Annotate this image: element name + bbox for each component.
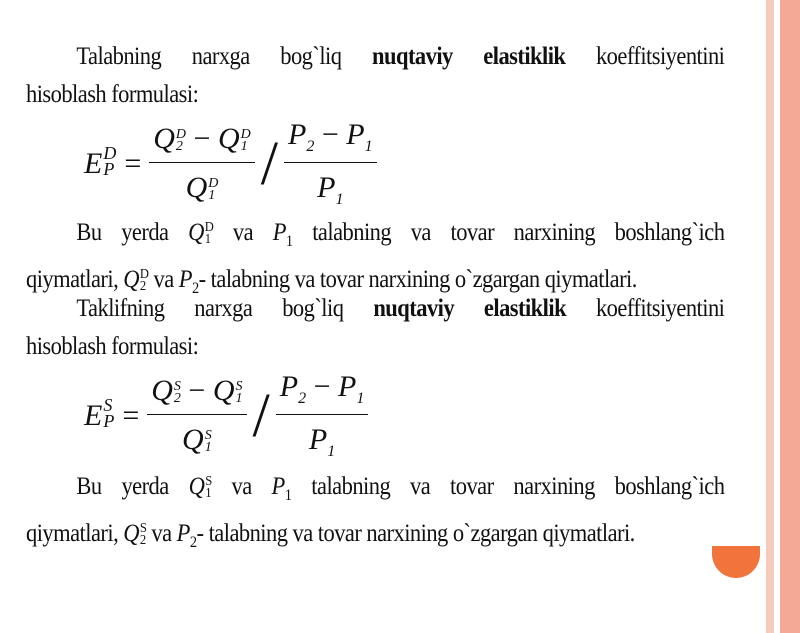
quantity-numerator (149, 122, 255, 163)
sub: 1 (204, 232, 211, 248)
text: Bu yerda (76, 473, 189, 500)
q1-sub: 1 (235, 391, 243, 407)
formula-lhs (84, 394, 115, 433)
sup: S (139, 521, 147, 537)
q1: Q (217, 122, 240, 155)
q1-scripts (241, 129, 251, 153)
demand-intro (26, 38, 724, 114)
price-numerator (284, 118, 377, 163)
text: va (211, 473, 272, 500)
demand-intro-bold: nuqtaviy elastiklik (372, 43, 566, 70)
qd-scripts (205, 430, 212, 454)
text: talabning va tovar narxining boshlang`ich (291, 473, 725, 500)
q1: Q (212, 374, 235, 407)
minus-sign: − (188, 374, 206, 407)
var-q2: Q (123, 266, 139, 293)
q2-sub: 2 (173, 391, 181, 407)
demand-intro-line2: hisoblash formulasi: (26, 81, 199, 108)
supply-explanation-line2 (26, 515, 724, 562)
pd-sub: 1 (335, 191, 344, 208)
text: - talabning va tovar narxining o`zgargan qiymatlari. (196, 520, 635, 547)
division-slash: / (252, 381, 270, 450)
var-p1: P (271, 473, 285, 500)
sup: D (204, 220, 214, 236)
qd-sup: S (204, 428, 212, 444)
text: Taklifning narxga bog`liq (76, 295, 374, 322)
text: va (213, 219, 273, 246)
text: talabning va tovar narxining boshlang`ich (292, 219, 725, 246)
lhs-sup: S (103, 394, 113, 415)
pd: P (308, 423, 328, 456)
price-denominator (309, 415, 335, 461)
q2-scripts (176, 129, 186, 153)
demand-intro-line1 (26, 38, 724, 76)
pd: P (317, 171, 336, 204)
p2: P (288, 118, 307, 151)
p2: P (279, 370, 299, 403)
division-slash: / (260, 129, 278, 198)
quantity-denominator (182, 415, 212, 457)
qd-sub: 1 (204, 440, 212, 456)
supply-intro-line1 (26, 290, 724, 328)
lhs-sub: P (103, 158, 115, 179)
var-q1-scripts (205, 222, 214, 246)
quantity-numerator (147, 374, 246, 415)
q2-sup: D (175, 127, 187, 143)
var-p2: P (176, 520, 190, 547)
text: qiymatlari, (26, 266, 124, 293)
p2-sub: 2 (298, 390, 307, 407)
qd-sub: 1 (208, 188, 216, 204)
q2: Q (153, 122, 175, 155)
demand-explanation-line1 (26, 214, 724, 261)
text: va (146, 520, 177, 547)
var-p2: P (178, 266, 192, 293)
p1: P (338, 370, 357, 403)
quantity-denominator (186, 163, 219, 205)
minus-sign: − (321, 118, 339, 151)
qd-scripts (208, 178, 218, 202)
text: va (148, 266, 179, 293)
qd: Q (182, 423, 204, 456)
var-q2: Q (123, 520, 139, 547)
demand-intro-text-end: koeffitsiyentini (565, 43, 725, 70)
pd-sub: 1 (327, 443, 336, 460)
q2: Q (151, 374, 173, 407)
supply-explanation-line1 (26, 468, 724, 515)
q1-sub: 1 (240, 139, 248, 155)
var-q1: Q (188, 219, 204, 246)
sub: 1 (285, 233, 293, 250)
qd: Q (185, 171, 208, 204)
qd-sup: D (208, 176, 219, 192)
equals-sign: = (122, 398, 140, 432)
slide-content (26, 0, 726, 633)
supply-intro-bold: nuqtaviy elastiklik (373, 295, 567, 322)
formula-lhs (84, 142, 117, 181)
decorative-stripe-light (766, 0, 774, 633)
q1-sup: D (240, 127, 251, 143)
text: Bu yerda (76, 219, 189, 246)
lhs-scripts (103, 142, 117, 179)
p1: P (346, 118, 365, 151)
lhs-scripts (103, 394, 115, 431)
lhs-e: E (84, 146, 103, 180)
q2-sup: S (173, 379, 181, 395)
q2-scripts (174, 381, 181, 405)
price-denominator (317, 163, 343, 209)
price-numerator (276, 370, 369, 415)
text: koeffitsiyentini (566, 295, 725, 322)
quantity-fraction (147, 374, 246, 457)
supply-intro (26, 290, 724, 366)
lhs-e: E (84, 398, 103, 432)
price-fraction (276, 370, 369, 461)
equals-sign: = (124, 146, 142, 180)
text: qiymatlari, (26, 520, 124, 547)
sup: S (205, 474, 212, 490)
minus-sign: − (313, 370, 331, 403)
lhs-sub: P (103, 410, 115, 431)
sub: 2 (139, 279, 146, 295)
q1-sup: S (235, 379, 243, 395)
q2-sub: 2 (175, 139, 183, 155)
sup: D (139, 267, 149, 283)
supply-intro-line2: hisoblash formulasi: (26, 333, 199, 360)
price-fraction (284, 118, 377, 209)
lhs-sup: D (103, 142, 117, 163)
minus-sign: − (193, 122, 211, 155)
quantity-fraction (149, 122, 255, 205)
demand-elasticity-formula (84, 118, 377, 209)
sub: 2 (139, 533, 146, 549)
sub: 2 (191, 280, 199, 297)
p1-sub: 1 (364, 138, 373, 155)
demand-intro-text: Talabning narxga bog`liq (76, 43, 373, 70)
p2-sub: 2 (306, 138, 315, 155)
var-p1: P (272, 219, 286, 246)
decorative-stripe-dark (780, 0, 800, 633)
supply-elasticity-formula (84, 370, 368, 461)
var-q1: Q (188, 473, 205, 500)
sub: 2 (189, 534, 197, 551)
q1-scripts (236, 381, 243, 405)
text: - talabning va tovar narxining o`zgargan qiymatlari. (198, 266, 637, 293)
sub: 1 (284, 487, 292, 504)
sub: 1 (205, 486, 211, 502)
supply-explanation (26, 468, 724, 562)
p1-sub: 1 (356, 390, 365, 407)
